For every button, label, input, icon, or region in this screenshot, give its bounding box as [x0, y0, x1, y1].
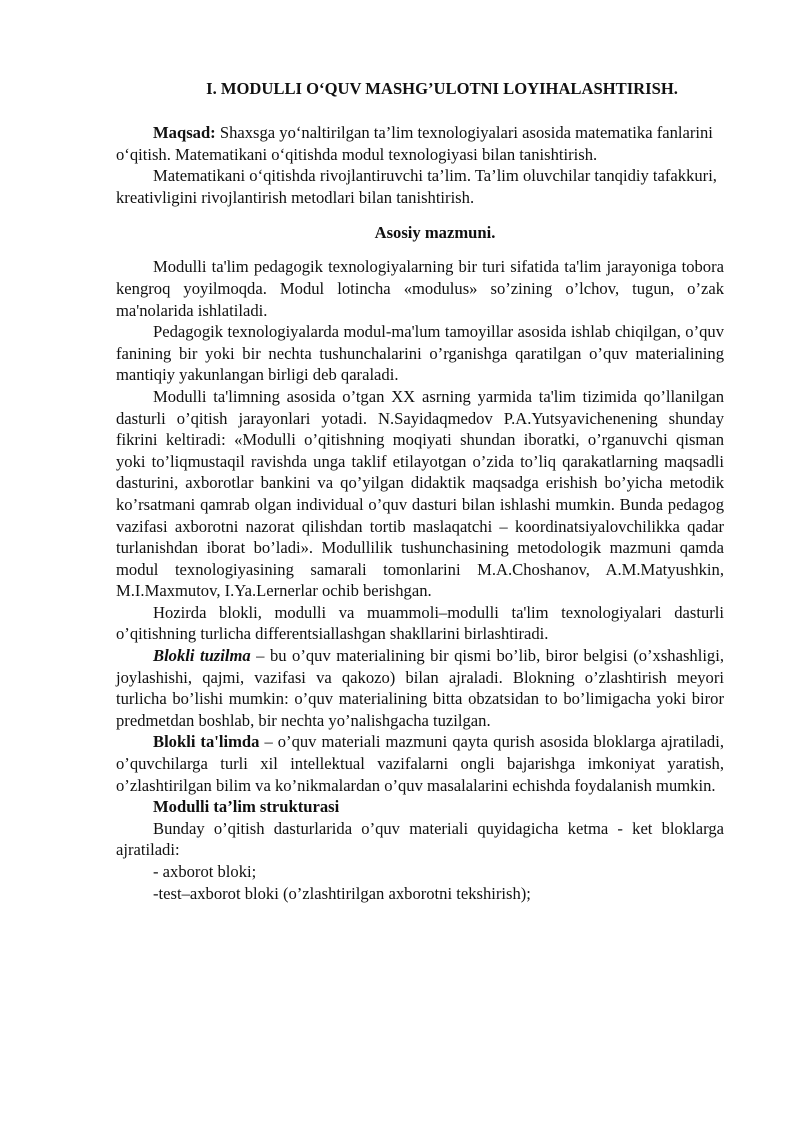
- block-learning-text: – o’quv materiali mazmuni qayta qurish asosida bloklarga ajratiladi, o’quvchilarga turli xil intellektual vazifalarni ongli bajarishga imkoniyat yaratish, o’zlashtirilgan bilim va ko’nikmalardan o’quv masalalarini echishda foydalanish mumkin.: [116, 732, 724, 795]
- goal-paragraph: [116, 122, 724, 165]
- document-page: [116, 78, 724, 904]
- structure-heading: Modulli ta’lim strukturasi: [153, 797, 340, 817]
- block-learning-paragraph: [116, 731, 724, 796]
- block-learning-term: Blokli ta'limda: [153, 732, 260, 752]
- goal-text: Shaxsga yo‘naltirilgan ta’lim texnologiyalari asosida matematika fanlarini o‘qitish. Matematikani o‘qitishda modul texnologiyasi bilan tanishtirish.: [116, 123, 713, 164]
- body-paragraph-4: Hozirda blokli, modulli va muammoli–modulli ta'lim texnologiyalari dasturli o’qitishning turlicha differentsiallashgan shakllarini birlashtiradi.: [116, 602, 724, 644]
- list-item: - axborot bloki;: [153, 862, 257, 881]
- block-structure-text: – bu o’quv materialining bir qismi bo’lib, biror belgisi (o’xshashligi, joylashishi, qajmi, vazifasi va qakozo) bilan ajraladi. Blokning o’zlashtirish meyori turlicha bo’lishi mumkin: o’quv materialining bitta obzatsidan to bo’limigacha yoki biror predmetdan boshlab, bir nechta yo’nalishgacha tuzilgan.: [116, 646, 724, 730]
- body-paragraph-1: Modulli ta'lim pedagogik texnologiyalarning bir turi sifatida ta'lim jarayoniga tobora kengroq yoyilmoqda. Modul lotincha «modulus» so’zining o’lchov, tugun, o’zak ma'nolarida ishlatiladi.: [116, 257, 724, 320]
- list-item: -test–axborot bloki (o’zlashtirilgan axborotni tekshirish);: [153, 883, 531, 903]
- goal-paragraph-2: Matematikani o‘qitishda rivojlantiruvchi ta’lim. Ta’lim oluvchilar tanqidiy tafakkuri, kreativligini rivojlantirish metodlari bilan tanishtirish.: [116, 166, 717, 207]
- block-structure-paragraph: [116, 645, 724, 731]
- structure-paragraph: Bunday o’qitish dasturlarida o’quv materiali quyidagicha ketma - ket bloklarga ajratiladi:: [116, 818, 724, 860]
- section-subtitle: Asosiy mazmuni.: [374, 223, 496, 243]
- goal-label: Maqsad:: [153, 123, 216, 142]
- body-paragraph-3: Modulli ta'limning asosida o’tgan XX asrning yarmida ta'lim tizimida qo’llanilgan dasturli o’qitish jarayonlari yotadi. N.Sayidaqmedov P.A.Yutsyavichenening shunday fikrini keltiradi: «Modulli o’qitishning moqiyati shundan iboratki, o’rganuvchi qisman yoki to’liqmustaqil ravishda unga taklif etilayotgan o’zida to’liq qarakatlarning maqsadli dasturini, axborotlar bankini va qo’yilgan didaktik maqsadga erishish bo’yicha metodik ko’rsatmani qamrab olgan individual o’quv dasturi bilan ishlashi mumkin. Bunda pedagog vazifasi axborotni nazorat qilishdan tortib maslaqatchi – koordinatsiyalovchilikka qadar turlanishdan iborat bo’ladi». Modullilik tushunchasining metodologik mazmuni qamda modul texnologiyasining samarali tomonlarini M.A.Choshanov, A.M.Matyushkin, M.I.Maxmutov, I.Ya.Lernerlar ochib berishgan.: [116, 386, 724, 601]
- body-paragraph-2: Pedagogik texnologiyalarda modul-ma'lum tamoyillar asosida ishlab chiqilgan, o’quv fanining bir yoki bir nechta tushunchalarini o’rganishga qaratilgan o’quv materialining mantiqiy yakunlangan birligi deb qaraladi.: [116, 322, 724, 385]
- document-title: I. MODULLI O‘QUV MASHG’ULOTNI LOYIHALASHTIRISH.: [206, 79, 678, 98]
- block-structure-term: Blokli tuzilma: [153, 646, 251, 666]
